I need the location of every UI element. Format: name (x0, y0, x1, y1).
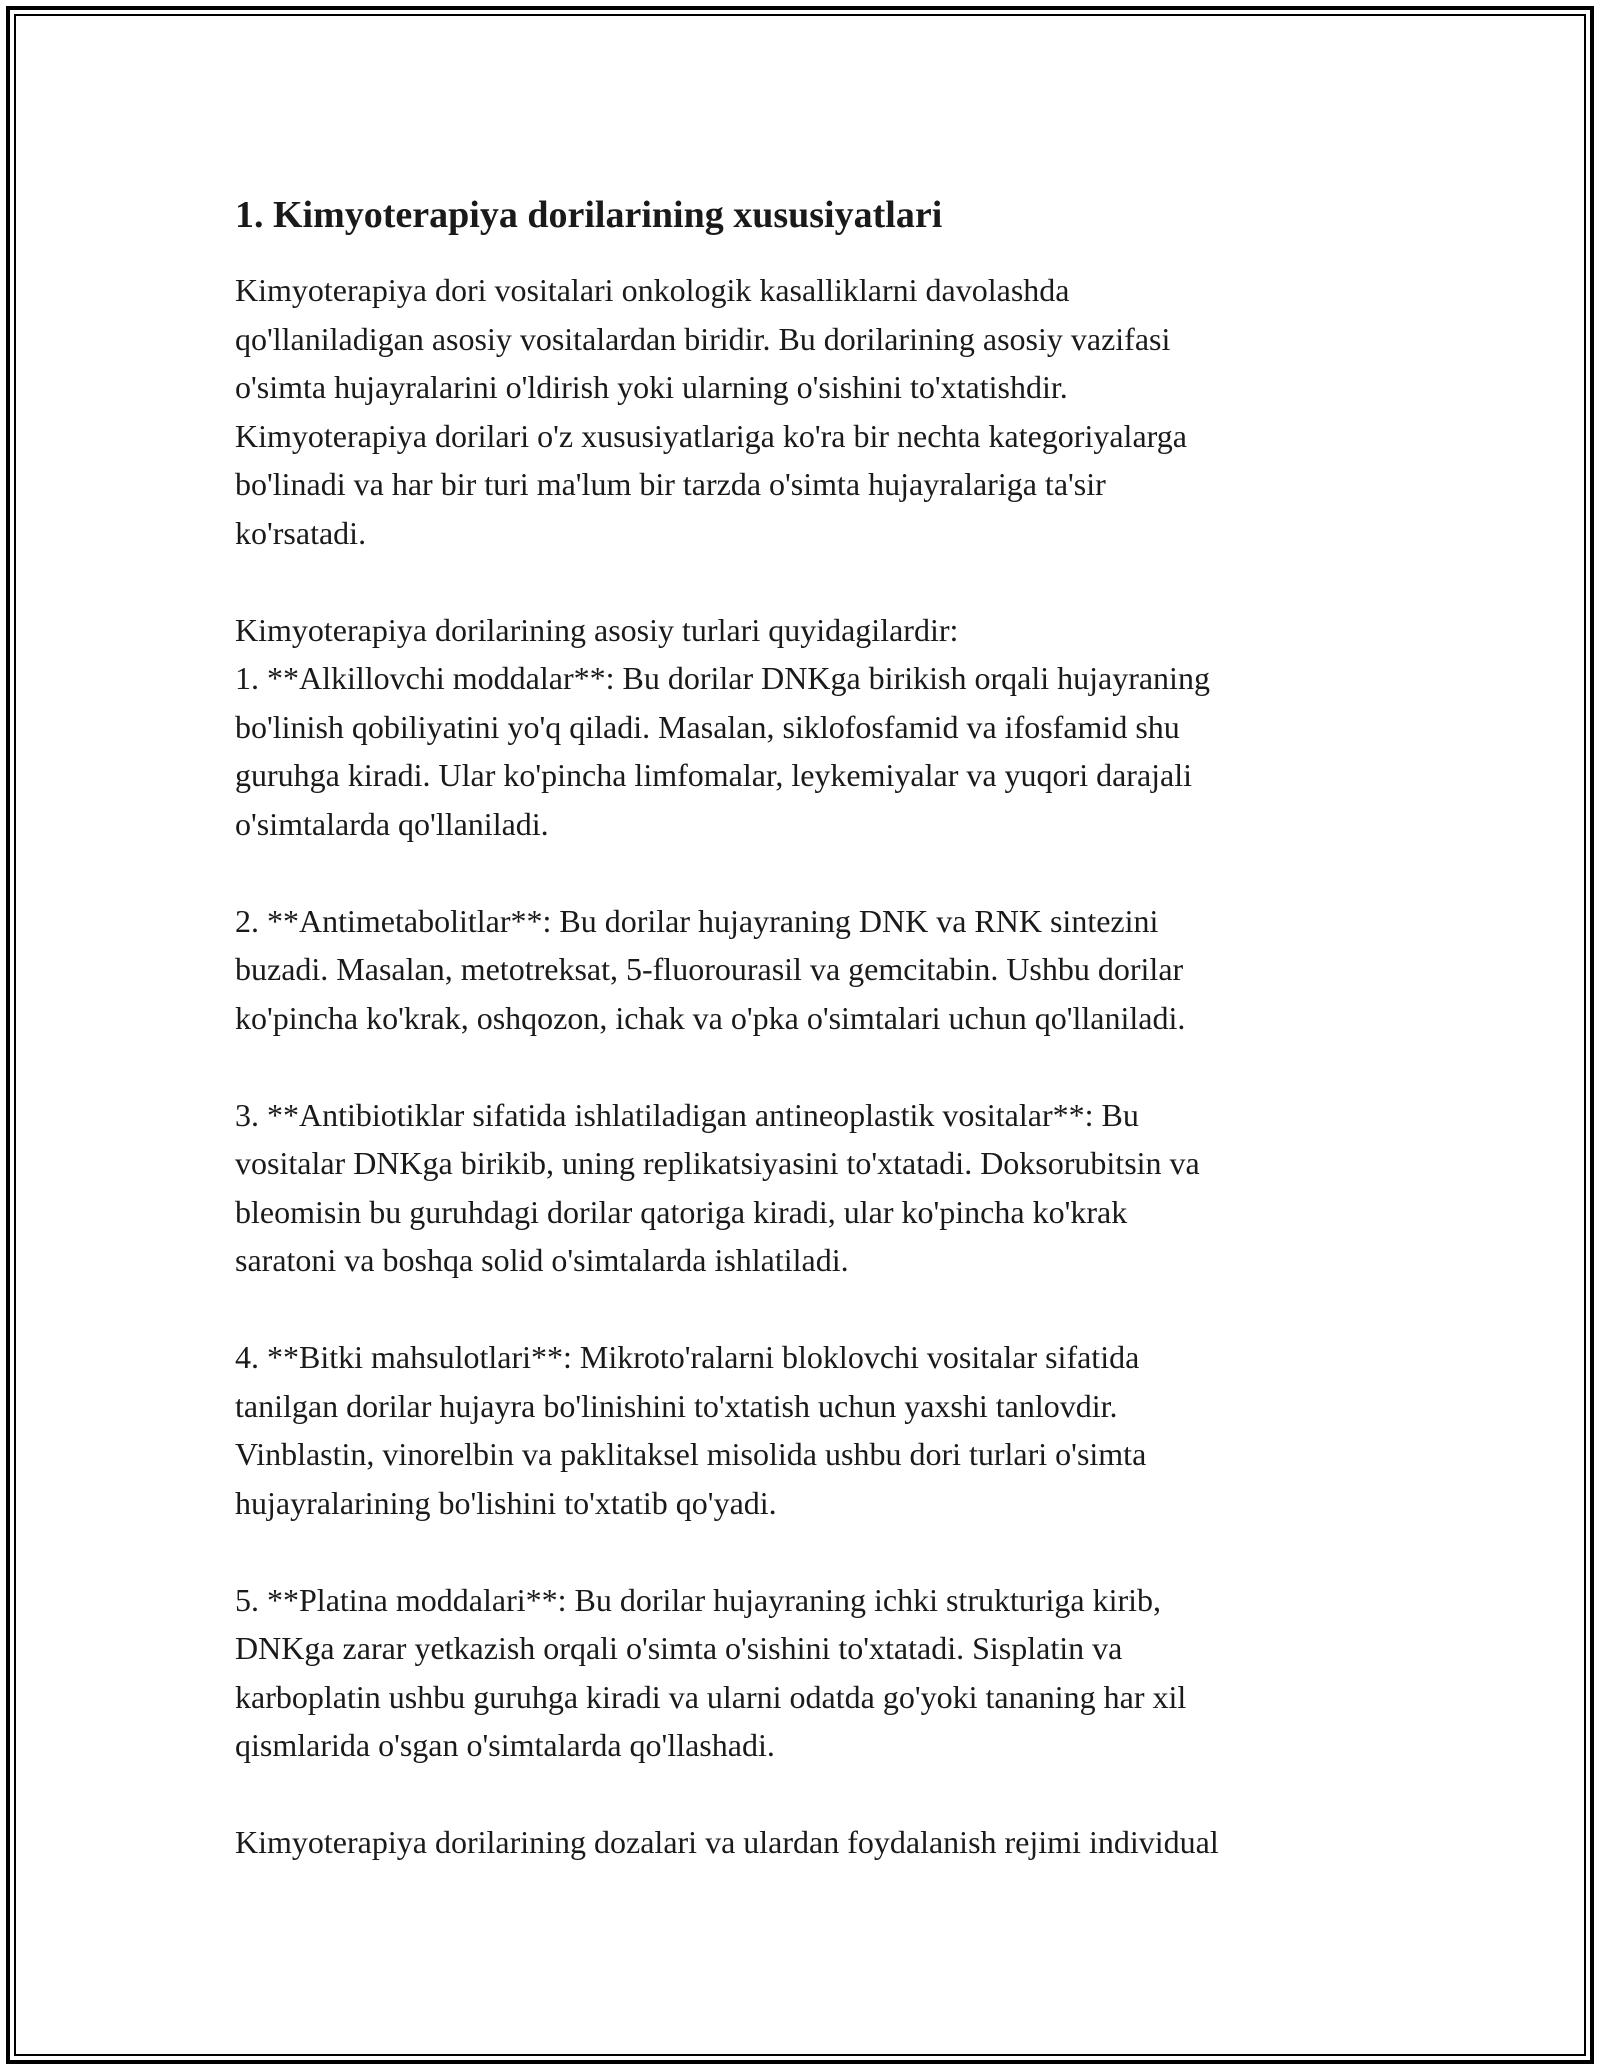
intro-paragraph: Kimyoterapiya dori vositalari onkologik kasalliklarni davolashda qo'llaniladigan asosiy vositalardan biridir. Bu dorilarining asosiy vazifasi o'simta hujayralarini o'ldirish yoki ularning o'sishini to'xtatishdir. Kimyoterapiya dorilari o'z xususiyatlariga ko'ra bir nechta kategoriyalarga bo'linadi va har bir turi ma'lum bir tarzda o'simta hujayralariga ta'sir ko'rsatadi. (235, 272, 1187, 551)
section-heading: 1. Kimyoterapiya dorilarining xususiyatlari (235, 194, 943, 236)
document-body (235, 188, 1415, 1867)
plant-products-paragraph: 4. **Bitki mahsulotlari**: Mikroto'ralarni bloklovchi vositalar sifatida tanilgan dorilar hujayra bo'linishini to'xtatish uchun yaxshi tanlovdir. Vinblastin, vinorelbin va paklitaksel misolida ushbu dori turlari o'simta hujayralarining bo'lishini to'xtatib qo'yadi. (235, 1339, 1147, 1521)
platinum-paragraph: 5. **Platina moddalari**: Bu dorilar hujayraning ichki strukturiga kirib, DNKga zarar yetkazish orqali o'simta o'sishini to'xtatadi. Sisplatin va karboplatin ushbu guruhga kiradi va ularni odatda go'yoki tananing har xil qismlarida o'sgan o'simtalarda qo'llashadi. (235, 1581, 1187, 1763)
antibiotics-paragraph: 3. **Antibiotiklar sifatida ishlatiladigan antineoplastik vositalar**: Bu vositalar DNKga birikib, uning replikatsiyasini to'xtatadi. Doksorubitsin va bleomisin bu guruhdagi dorilar qatoriga kiradi, ular ko'pincha ko'krak saratoni va boshqa solid o'simtalarda ishlatiladi. (235, 1096, 1200, 1278)
antimetabolites-paragraph: 2. **Antimetabolitlar**: Bu dorilar hujayraning DNK va RNK sintezini buzadi. Masalan, metotreksat, 5-fluorourasil va gemcitabin. Ushbu dorilar ko'pincha ko'krak, oshqozon, ichak va o'pka o'simtalari uchun qo'llaniladi. (235, 902, 1186, 1036)
dosage-paragraph: Kimyoterapiya dorilarining dozalari va ulardan foydalanish rejimi individual (235, 1824, 1219, 1860)
types-intro-paragraph: Kimyoterapiya dorilarining asosiy turlari quyidagilardir: 1. **Alkillovchi moddalar**: Bu dorilar DNKga birikish orqali hujayraning bo'linish qobiliyatini yo'q qiladi. Masalan, siklofosfamid va ifosfamid shu guruhga kiradi. Ular ko'pincha limfomalar, leykemiyalar va yuqori darajali o'simtalarda qo'llaniladi. (235, 611, 1210, 842)
